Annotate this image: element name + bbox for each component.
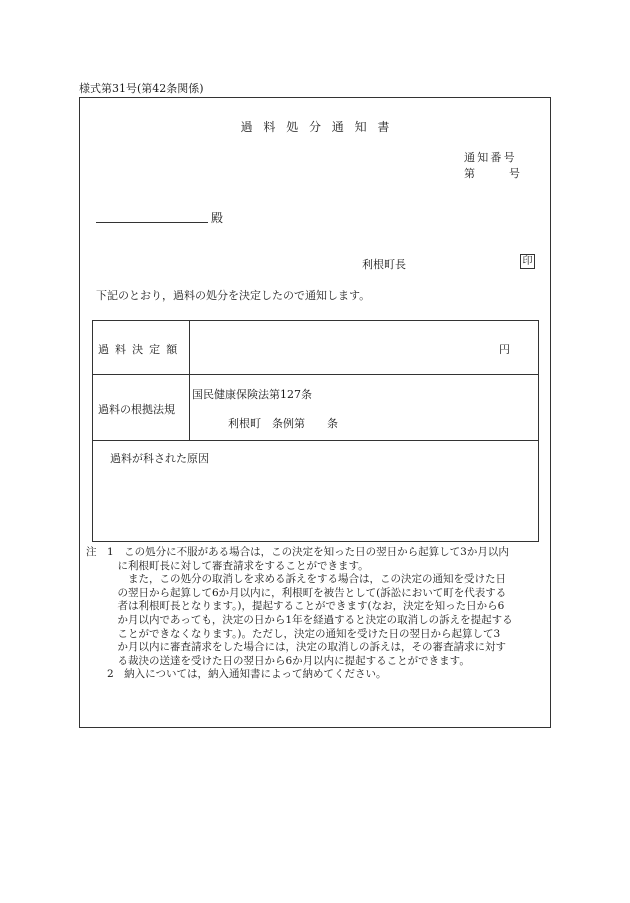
table-row-divider: [93, 374, 538, 375]
legal-basis-ordinance: 利根町 条例第 条: [228, 417, 338, 430]
note-line: 2 納入については，納入通知書によって納めてください。: [86, 668, 387, 681]
issuer-name: 利根町長: [362, 258, 406, 271]
notes-section: [86, 546, 546, 682]
legal-basis-law: 国民健康保険法第127条: [192, 388, 312, 401]
notice-number-prefix: 第: [464, 167, 475, 180]
intro-text: 下記のとおり，過料の処分を決定したので通知します。: [96, 289, 371, 302]
note-line: ことができなくなります。)。ただし，決定の通知を受けた日の翌日から起算して3: [86, 627, 501, 640]
note-line: か月以内に審査請求をした場合には，決定の取消しの訴えは，その審査請求に対す: [86, 641, 506, 654]
seal-stamp: 印: [520, 254, 535, 269]
note-line: の翌日から起算して6か月以内に，利根町を被告として(訴訟において町を代表する: [86, 586, 507, 599]
legal-basis-label: 過料の根拠法規: [98, 403, 175, 416]
addressee-honorific: 殿: [211, 211, 224, 225]
note-line: 注 1 この処分に不服がある場合は，この決定を知った日の翌日から起算して3か月以内: [86, 546, 509, 558]
fine-cause-label: 過料が科された原因: [110, 452, 209, 465]
fine-amount-unit: 円: [499, 343, 510, 356]
addressee-blank-line: [96, 222, 208, 223]
table-row-divider: [93, 440, 538, 441]
document-title: 過料処分通知書: [240, 120, 401, 134]
note-line: に利根町長に対して審査請求をすることができます。: [86, 559, 369, 572]
notice-number-suffix: 号: [509, 167, 520, 180]
notice-number-field: [464, 165, 520, 181]
note-line: か月以内であっても，決定の日から1年を経過すると決定の取消しの訴えを提起する: [86, 613, 513, 626]
note-line: 者は利根町長となります。)，提起することができます(なお，決定を知った日から6: [86, 600, 505, 613]
note-line: また，この処分の取消しを求める訴えをする場合は，この決定の通知を受けた日: [86, 573, 506, 586]
table-column-divider: [189, 321, 190, 440]
fine-amount-label: 過料決定額: [98, 343, 184, 356]
note-line: る裁決の送達を受けた日の翌日から6か月以内に提起することができます。: [86, 654, 470, 667]
notice-number-label: 通知番号: [464, 151, 517, 164]
form-number-label: 様式第31号(第42条関係): [79, 82, 204, 95]
